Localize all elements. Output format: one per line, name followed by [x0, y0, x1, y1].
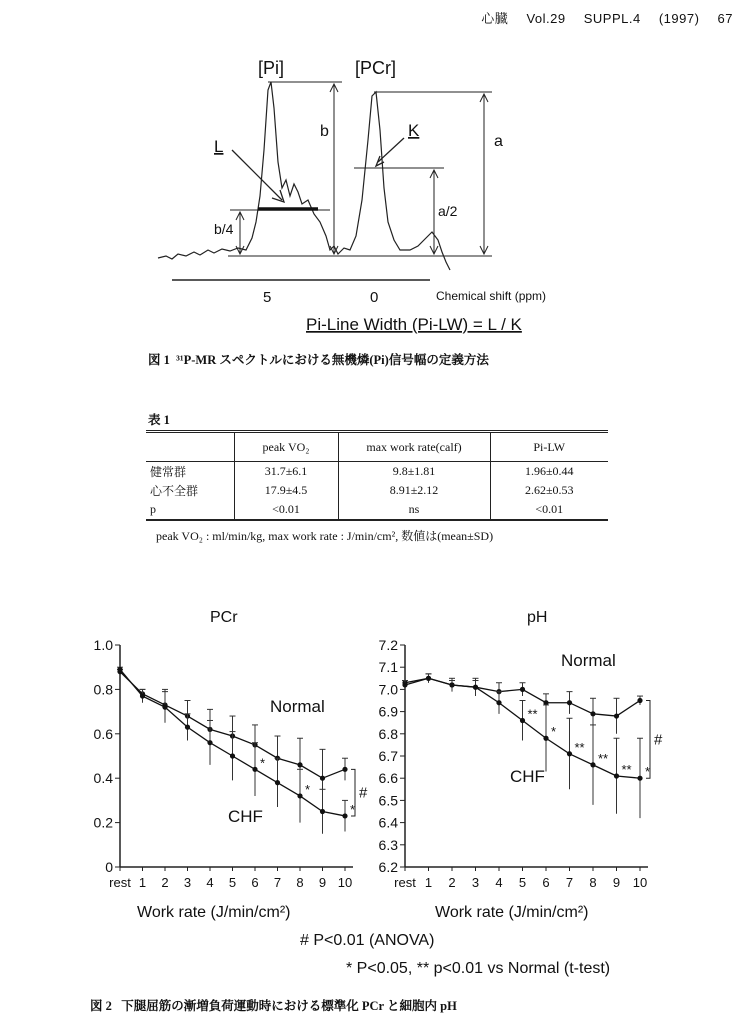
figure1-spectrum: [0, 0, 745, 340]
tick-0: 0: [370, 289, 379, 306]
y-tick-label: 0.8: [93, 681, 113, 698]
x-tick-label: 5: [228, 875, 237, 890]
significance-marker: *: [260, 755, 266, 771]
table1: [146, 430, 608, 521]
label-b4: b/4: [214, 221, 234, 237]
data-point: [520, 718, 525, 723]
table-cell: 1.96±0.44: [490, 462, 608, 482]
x-tick-label: rest: [394, 875, 416, 890]
data-point: [297, 762, 302, 767]
table-row: [146, 481, 608, 500]
significance-marker: *: [305, 781, 311, 797]
significance-marker: **: [527, 706, 538, 722]
data-point: [637, 776, 642, 781]
table-cell: <0.01: [234, 500, 338, 520]
x-tick-label: rest: [109, 875, 131, 890]
x-tick-label: 7: [565, 875, 574, 890]
data-point: [162, 705, 167, 710]
data-point: [567, 700, 572, 705]
x-tick-label: 6: [251, 875, 259, 890]
y-tick-label: 0.4: [93, 770, 113, 787]
table-row: [146, 462, 608, 482]
y-tick-label: 6.7: [378, 748, 398, 764]
label-a2: a/2: [438, 203, 458, 219]
journal-name: 心臓: [481, 11, 509, 26]
significance-marker: *: [645, 764, 651, 780]
table-header-cell: max work rate(calf): [338, 432, 490, 462]
significance-marker: *: [551, 724, 557, 740]
y-tick-label: 1.0: [93, 637, 113, 653]
y-tick-label: 0.2: [93, 814, 113, 831]
figure1-caption: [148, 350, 489, 368]
table1-footnote: peak VO₂ : ml/min/kg, max work rate : J/min/cm², 数値は(mean±SD): [156, 529, 494, 543]
series-label: Normal: [561, 651, 616, 670]
y-tick-label: 6.4: [378, 814, 398, 831]
significance-marker: **: [598, 750, 609, 766]
chart-pcr: [90, 600, 368, 921]
figure1-caption-number: 図 1: [148, 353, 170, 367]
x-tick-label: 9: [318, 875, 327, 890]
data-point: [140, 693, 145, 698]
table-header-row: [146, 432, 608, 462]
footnote-ttest: * P<0.05, ** p<0.01 vs Normal (t-test): [346, 960, 611, 977]
y-tick-label: 0.6: [93, 725, 113, 742]
y-tick-label: 0: [105, 859, 113, 875]
x-tick-label: 4: [206, 875, 214, 890]
journal-suppl: SUPPL.4: [583, 11, 641, 26]
x-tick-label: 8: [589, 875, 597, 890]
label-a: a: [494, 133, 503, 150]
x-axis-label: Work rate (J/min/cm²): [137, 904, 291, 921]
data-point: [473, 685, 478, 690]
data-point: [520, 687, 525, 692]
x-tick-label: 1: [138, 875, 147, 890]
y-tick-label: 6.2: [378, 859, 398, 875]
significance-marker: **: [574, 739, 585, 755]
data-point: [590, 762, 595, 767]
x-axis-label: Work rate (J/min/cm²): [435, 904, 589, 921]
figure1-caption-text: ³¹P-MR スペクトルにおける無機燐(Pi)信号幅の定義方法: [176, 353, 489, 367]
figure2-caption: [90, 996, 457, 1014]
journal-volume: Vol.29: [526, 11, 566, 26]
x-tick-label: 10: [337, 875, 353, 890]
table-cell: 2.62±0.53: [490, 481, 608, 500]
data-point: [297, 793, 302, 798]
y-tick-label: 6.5: [378, 792, 398, 809]
y-tick-label: 6.3: [378, 836, 398, 853]
data-point: [252, 767, 257, 772]
page-number: 67: [717, 11, 733, 26]
data-point: [342, 767, 347, 772]
spectrum-trace: [158, 82, 450, 270]
group-marker: #: [359, 784, 368, 802]
series-label: CHF: [510, 767, 545, 786]
x-tick-label: 2: [448, 875, 456, 890]
data-point: [207, 740, 212, 745]
y-tick-label: 7.1: [378, 659, 398, 676]
x-tick-label: 4: [495, 875, 503, 890]
data-point: [637, 698, 642, 703]
table-cell: 31.7±6.1: [234, 462, 338, 482]
data-point: [496, 700, 501, 705]
table1-title: 表 1: [148, 413, 170, 427]
series-label: Normal: [270, 697, 325, 716]
x-tick-label: 9: [612, 875, 621, 890]
series-label: CHF: [228, 807, 263, 826]
table-cell: <0.01: [490, 500, 608, 520]
significance-marker: **: [621, 761, 632, 777]
tick-5: 5: [263, 289, 272, 306]
journal-year: (1997): [658, 11, 700, 26]
table-header-cell: [146, 432, 234, 462]
data-point: [320, 776, 325, 781]
x-tick-label: 3: [471, 875, 480, 890]
x-tick-label: 10: [632, 875, 648, 890]
y-tick-label: 7.0: [378, 681, 398, 698]
label-b: b: [320, 123, 329, 140]
label-K: K: [408, 121, 420, 140]
table-cell: 17.9±4.5: [234, 481, 338, 500]
table-row: [146, 500, 608, 520]
axis-label-chemical-shift: Chemical shift (ppm): [436, 289, 547, 303]
chart-title: PCr: [210, 609, 238, 626]
x-tick-label: 8: [296, 875, 304, 890]
chart-title: pH: [527, 609, 548, 626]
table-header-cell: Pi-LW: [490, 432, 608, 462]
table-cell: 8.91±2.12: [338, 481, 490, 500]
data-point: [567, 751, 572, 756]
table-cell: 心不全群: [150, 484, 199, 498]
peak-pcr-label: [PCr]: [355, 58, 397, 78]
table-cell: 9.8±1.81: [338, 462, 490, 482]
data-point: [275, 780, 280, 785]
data-point: [614, 773, 619, 778]
data-point: [117, 667, 122, 672]
y-tick-label: 6.9: [378, 703, 398, 720]
label-L: L: [214, 137, 224, 156]
table-cell: ns: [338, 500, 490, 520]
x-tick-label: 3: [183, 875, 192, 890]
data-point: [185, 725, 190, 730]
significance-marker: *: [350, 801, 356, 817]
table-header-cell: peak VO₂: [234, 432, 338, 462]
y-tick-label: 6.6: [378, 770, 398, 787]
chart-ph: [378, 600, 665, 921]
x-tick-label: 2: [161, 875, 169, 890]
data-point: [426, 676, 431, 681]
table-cell: p: [146, 500, 234, 520]
data-point: [543, 736, 548, 741]
x-tick-label: 6: [542, 875, 550, 890]
figure2-caption-number: 図 2: [90, 999, 112, 1013]
footnote-anova: # P<0.01 (ANOVA): [300, 932, 435, 949]
data-point: [449, 682, 454, 687]
data-point: [230, 753, 235, 758]
x-tick-label: 7: [273, 875, 282, 890]
group-marker: #: [654, 731, 663, 749]
data-point: [320, 809, 325, 814]
x-tick-label: 1: [424, 875, 433, 890]
figure2-caption-text: 下腿屈筋の漸増負荷運動時における標準化 PCr と細胞内 pH: [121, 999, 457, 1013]
data-point: [590, 711, 595, 716]
y-tick-label: 7.2: [378, 637, 398, 653]
pi-lw-formula: Pi-Line Width (Pi-LW) = L / K: [306, 315, 522, 334]
x-tick-label: 5: [518, 875, 527, 890]
data-point: [402, 682, 407, 687]
data-point: [614, 713, 619, 718]
peak-pi-label: [Pi]: [258, 58, 285, 78]
table-cell: 健常群: [150, 465, 187, 479]
y-tick-label: 6.8: [378, 725, 398, 742]
data-point: [342, 813, 347, 818]
